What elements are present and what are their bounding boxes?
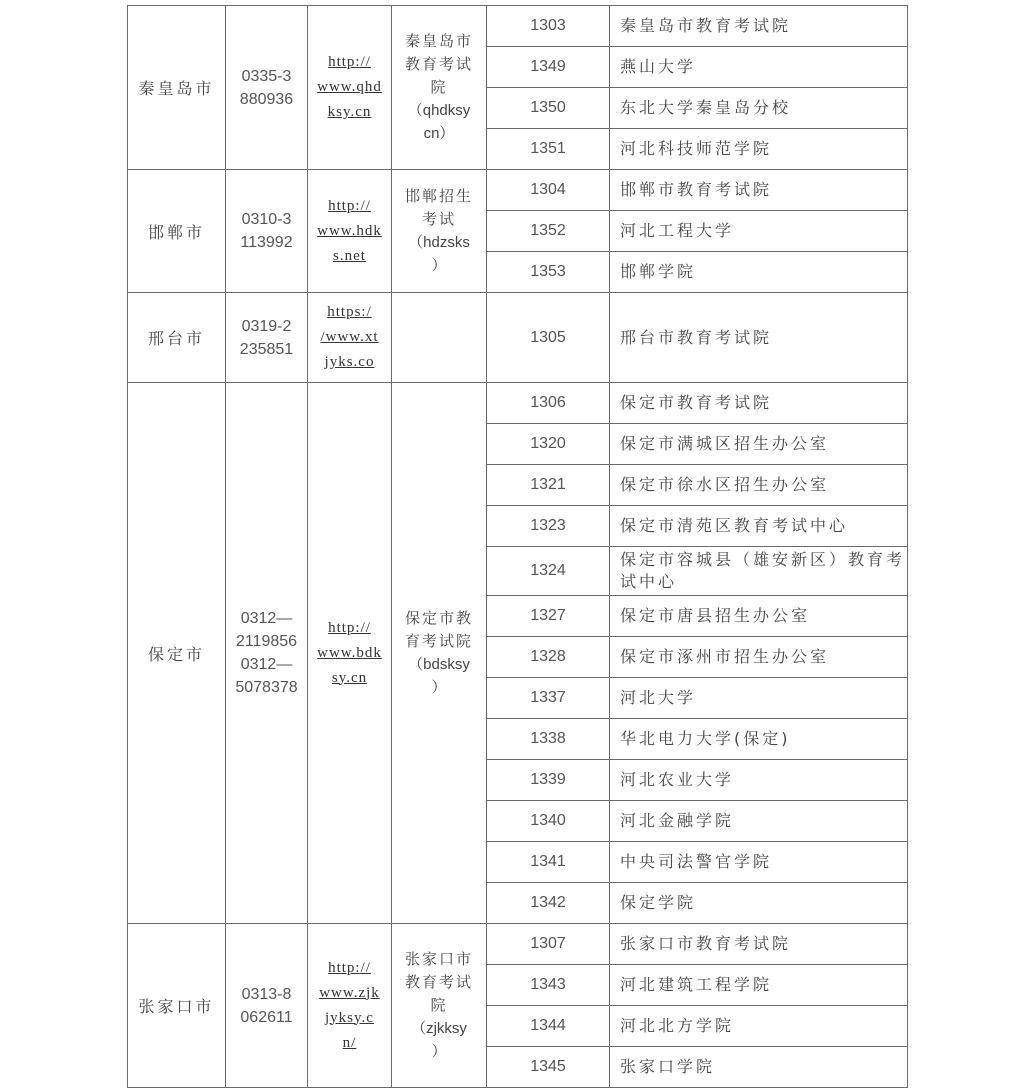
org-line: 张家口市 [404, 950, 473, 968]
code-cell: 1342 [487, 883, 610, 924]
phone-line: 0312— [240, 610, 293, 627]
org-line: 保定市教 [404, 609, 473, 627]
org-line: 邯郸招生 [404, 187, 473, 205]
name-cell: 邯郸市教育考试院 [610, 170, 908, 211]
name-cell: 张家口市教育考试院 [610, 924, 908, 965]
name-cell: 保定市清苑区教育考试中心 [610, 506, 908, 547]
code-cell: 1304 [487, 170, 610, 211]
table-row [128, 170, 908, 211]
org-line: ） [431, 257, 447, 274]
name-cell: 张家口学院 [610, 1047, 908, 1088]
org-line: （bdsksy [408, 656, 470, 673]
url-line[interactable]: https:/ [327, 304, 372, 320]
url-line[interactable]: n/ [342, 1034, 357, 1051]
name-cell: 邢台市教育考试院 [610, 293, 908, 383]
code-cell: 1340 [487, 801, 610, 842]
code-cell: 1306 [487, 383, 610, 424]
code-cell: 1344 [487, 1006, 610, 1047]
phone-cell [226, 924, 308, 1088]
city-cell: 邢台市 [128, 293, 226, 383]
org-line: （hdzsks [408, 234, 470, 251]
url-line[interactable]: http:// [328, 197, 371, 214]
phone-cell [226, 293, 308, 383]
table-row [128, 383, 908, 424]
name-cell: 秦皇岛市教育考试院 [610, 6, 908, 47]
name-cell: 保定市徐水区招生办公室 [610, 465, 908, 506]
url-line[interactable]: www.hdk [317, 222, 382, 239]
org-line: cn） [423, 125, 455, 142]
org-line: 秦皇岛市 [404, 32, 473, 50]
website-link[interactable] [308, 924, 392, 1088]
code-cell: 1327 [487, 596, 610, 637]
url-line[interactable]: www.zjk [319, 984, 380, 1001]
name-cell: 河北金融学院 [610, 801, 908, 842]
code-cell: 1349 [487, 47, 610, 88]
wechat-account-cell [392, 170, 487, 293]
url-line[interactable]: jyks.co [324, 354, 375, 370]
phone-line: 0319-2 [241, 317, 292, 335]
name-cell: 保定市教育考试院 [610, 383, 908, 424]
code-cell: 1345 [487, 1047, 610, 1088]
name-cell: 中央司法警官学院 [610, 842, 908, 883]
phone-line: 235851 [239, 340, 294, 358]
phone-line: 0335-3 [241, 67, 292, 85]
name-cell: 华北电力大学(保定) [610, 719, 908, 760]
phone-line: 113992 [240, 234, 293, 251]
code-cell: 1337 [487, 678, 610, 719]
wechat-account-cell [392, 293, 487, 383]
website-link[interactable] [308, 293, 392, 383]
wechat-account-cell [392, 924, 487, 1088]
code-cell: 1320 [487, 424, 610, 465]
org-line: 院 [430, 78, 448, 96]
phone-line: 062611 [240, 1008, 293, 1026]
url-line[interactable]: http:// [328, 959, 371, 976]
phone-line: 880936 [239, 90, 294, 108]
phone-line: 2119856 [235, 633, 298, 650]
phone-line: 5078378 [235, 679, 298, 696]
url-line[interactable]: www.bdk [317, 644, 382, 661]
url-line[interactable]: s.net [333, 247, 366, 264]
name-cell: 保定学院 [610, 883, 908, 924]
table-row [128, 6, 908, 47]
phone-cell [226, 170, 308, 293]
url-line[interactable]: http:// [328, 619, 371, 636]
url-line[interactable]: /www.xt [320, 329, 379, 345]
name-cell: 保定市涿州市招生办公室 [610, 637, 908, 678]
code-cell: 1323 [487, 506, 610, 547]
name-cell: 东北大学秦皇岛分校 [610, 88, 908, 129]
name-cell: 河北大学 [610, 678, 908, 719]
code-cell: 1338 [487, 719, 610, 760]
org-line: 教育考试 [404, 55, 473, 73]
code-cell: 1321 [487, 465, 610, 506]
org-line: 考试 [421, 210, 456, 228]
name-cell: 河北农业大学 [610, 760, 908, 801]
code-cell: 1324 [487, 547, 610, 596]
org-line: （qhdksy [407, 102, 471, 119]
url-line[interactable]: jyksy.c [325, 1009, 374, 1026]
city-cell: 张家口市 [128, 924, 226, 1088]
name-cell: 河北建筑工程学院 [610, 965, 908, 1006]
code-cell: 1328 [487, 637, 610, 678]
website-link[interactable] [308, 170, 392, 293]
code-cell: 1352 [487, 211, 610, 252]
org-line: ） [431, 1043, 447, 1060]
phone-line: 0310-3 [241, 211, 292, 228]
code-cell: 1343 [487, 965, 610, 1006]
code-cell: 1341 [487, 842, 610, 883]
phone-line: 0313-8 [241, 985, 292, 1003]
phone-line: 0312— [240, 656, 293, 673]
name-cell: 保定市满城区招生办公室 [610, 424, 908, 465]
org-line: 院 [430, 996, 448, 1014]
city-cell: 秦皇岛市 [128, 6, 226, 170]
code-cell: 1307 [487, 924, 610, 965]
org-line: 教育考试 [404, 973, 473, 991]
org-line: （zjkksy [411, 1020, 467, 1037]
code-cell: 1353 [487, 252, 610, 293]
name-cell: 燕山大学 [610, 47, 908, 88]
url-line[interactable]: ksy.cn [327, 104, 372, 120]
table-row [128, 293, 908, 383]
city-cell: 邯郸市 [128, 170, 226, 293]
wechat-account-cell [392, 6, 487, 170]
name-cell: 邯郸学院 [610, 252, 908, 293]
name-cell: 保定市容城县（雄安新区）教育考试中心 [610, 547, 908, 596]
code-cell: 1351 [487, 129, 610, 170]
website-link[interactable] [308, 383, 392, 924]
code-cell: 1305 [487, 293, 610, 383]
code-cell: 1303 [487, 6, 610, 47]
phone-cell [226, 383, 308, 924]
phone-cell [226, 6, 308, 170]
name-cell: 河北北方学院 [610, 1006, 908, 1047]
table-row [128, 924, 908, 965]
website-link[interactable] [308, 6, 392, 170]
city-cell: 保定市 [128, 383, 226, 924]
name-cell: 河北工程大学 [610, 211, 908, 252]
org-line: ） [431, 679, 447, 696]
name-cell: 保定市唐县招生办公室 [610, 596, 908, 637]
exam-office-table [127, 5, 908, 1088]
name-cell: 河北科技师范学院 [610, 129, 908, 170]
url-line[interactable]: sy.cn [331, 669, 368, 686]
code-cell: 1339 [487, 760, 610, 801]
wechat-account-cell [392, 383, 487, 924]
org-line: 育考试院 [404, 632, 473, 650]
url-line[interactable]: http:// [328, 54, 371, 70]
url-line[interactable]: www.qhd [317, 79, 382, 95]
code-cell: 1350 [487, 88, 610, 129]
